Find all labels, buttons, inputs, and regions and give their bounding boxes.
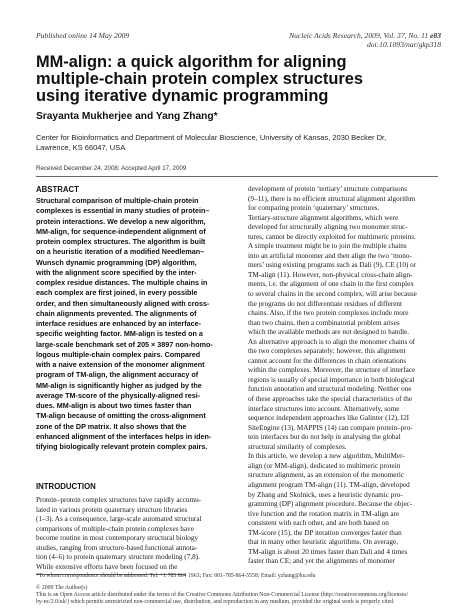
abstract-line: order, and then simultaneously aligned with cross-	[36, 298, 210, 308]
introduction-heading: INTRODUCTION	[36, 482, 96, 491]
body-line: of these approaches take the special characteristics of the	[248, 395, 413, 404]
body-line: sequence independent approaches like Galinter (12), I2I	[248, 414, 410, 423]
body-line: for comparing protein ‘quaternary’ structures.	[248, 204, 380, 213]
body-line: TM-align (11). However, non-physical cross-chain align-	[248, 270, 413, 279]
article-page: e83	[430, 31, 441, 40]
body-line: which the available methods are not designed to handle.	[248, 328, 410, 337]
abstract-line: Wunsch dynamic programming (DP) algorithm,	[36, 257, 197, 267]
abstract-line: MM-align is significantly higher as judged by the	[36, 380, 202, 390]
body-line: development of protein ‘tertiary’ structure comparisons	[248, 185, 407, 193]
intro-line: become routine in most contemporary structural biology	[36, 534, 199, 543]
body-line: chains. Also, if the two protein complexes include more	[248, 309, 409, 318]
title-line: multiple-chain protein complex structures	[36, 70, 363, 89]
body-line: align (or MM-align), dedicated to multimeric protein	[248, 461, 401, 470]
abstract-line: Structural comparison of multiple-chain protein	[36, 196, 199, 205]
title-line: using iterative dynamic programming	[36, 87, 329, 106]
abstract-line: complex residue distances. The multiple chains in	[36, 278, 208, 287]
abstract-line: protein interactions. We develop a new algorithm,	[36, 216, 206, 226]
body-line: into an artificial monomer and then align the two ‘mono-	[248, 251, 412, 260]
correspondence-text: *To whom correspondence should be addressed. Tel: +1 785 864 1963; Fax: 001-785-864-5558; Email: yzhang@ku.edu	[36, 573, 316, 579]
running-header-left: Published online 14 May 2009	[36, 31, 130, 40]
copyright-line: © 2009 The Author(s)	[36, 585, 88, 591]
journal-info: Nucleic Acids Research, 2009, Vol. 37, No. 11	[289, 31, 429, 40]
abstract-heading: ABSTRACT	[36, 185, 79, 194]
abstract-line: large-scale benchmark set of 205 × 3897 non-homo-	[36, 339, 213, 349]
abstract-line: interface residues are enhanced by an interface-	[36, 319, 201, 328]
body-line: that in many other heuristic algorithms. On average,	[248, 538, 398, 547]
body-line: interface structures into account. Alternatively, some	[248, 404, 400, 413]
body-line: (9–11), there is no efficient structural alignment algorithm	[248, 194, 416, 203]
intro-line: While extensive efforts have been focused on the	[36, 562, 178, 571]
running-header-right	[289, 31, 441, 49]
abstract-line: complexes is essential in many studies of protein–	[36, 206, 210, 216]
abstract-line: with the alignment score specified by the inter-	[36, 267, 197, 277]
abstract-line: program of TM-align, the alignment accuracy of	[36, 370, 199, 380]
body-line: cannot account for the differences in chain orientations	[248, 356, 407, 365]
title-line: MM-align: a quick algorithm for aligning	[36, 53, 347, 71]
body-line: structure alignment, as an extension of the monomeric	[248, 471, 405, 480]
body-line: developed for structurally aligning two monomer struc-	[248, 223, 408, 232]
abstract-line: MM-align, for sequence-independent alignment of	[36, 226, 206, 236]
copyright-line: by-nc/2.0/uk/) which permits unrestricted non-commercial use, distribution, and reproduction in any medium, provided the original work is properly cited.	[36, 599, 395, 606]
affiliation-line: Center for Bioinformatics and Department of Molecular Bioscience, University of Kansas, 2030 Becker Dr,	[36, 133, 387, 142]
intro-line: comparisons of multiple-chain protein complexes have	[36, 524, 194, 533]
introduction-body	[36, 496, 236, 572]
intro-line: tion (4–6) to protein quaternary structure modeling (7,8).	[36, 553, 200, 562]
abstract-line: enhanced alignment of the interfaces helps in iden-	[36, 431, 212, 441]
body-line: faster than CE; and yet the alignments of monomer	[248, 557, 395, 566]
abstract-body	[36, 196, 234, 452]
copyright-line: This is an Open Access article distributed under the terms of the Creative Commons Attribution Non-Commercial License (http://creativecommons.org/licenses/	[36, 592, 409, 599]
body-line: ments, i.e. the alignment of one chain in the first complex	[248, 280, 414, 289]
abstract-line: with a naive extension of the monomer alignment	[36, 360, 205, 369]
intro-line: lated in various protein quaternary structure libraries	[36, 505, 188, 514]
doi: doi:10.1093/nar/gkp318	[366, 40, 441, 49]
article-title	[36, 54, 446, 106]
abstract-line: each complex are first joined, in every possible	[36, 288, 198, 298]
body-line: function annotation and structural modeling. Neither one	[248, 385, 412, 394]
copyright-notice	[36, 585, 446, 607]
body-line: tures, cannot be directly exploited for multimeric proteins.	[248, 232, 416, 241]
correspondence-footnote	[36, 573, 446, 580]
affiliation-line: Lawrence, KS 66047, USA	[36, 142, 126, 152]
abstract-line: dues. MM-align is about two times faster than	[36, 401, 192, 410]
body-line: Tertiary-structure alignment algorithms, which were	[248, 213, 399, 222]
body-line: gramming (DP) alignment procedure. Because the objec-	[248, 500, 413, 509]
affiliation	[36, 133, 456, 152]
journal-citation	[289, 31, 441, 40]
body-line: regions is usually of special importance in both biological	[248, 375, 415, 384]
body-line: An alternative approach is to align the monomer chains of	[248, 337, 416, 346]
abstract-line: on a heuristic iteration of a modified Needleman–	[36, 247, 205, 257]
body-line: tein interfaces but do not help in analysing the global	[248, 433, 401, 442]
body-line: by Zhang and Skolnick, uses a heuristic dynamic pro-	[248, 490, 403, 499]
body-line: mers’ using existing programs such as Dali (9), CE (10) or	[248, 261, 417, 270]
body-line: TM-align is about 20 times faster than Dali and 4 times	[248, 547, 408, 556]
body-line: the programs do not differentiate residues of different	[248, 299, 403, 308]
intro-line: studies, ranging from structure-based functional annota-	[36, 543, 198, 552]
body-line: In this article, we develop a new algorithm, MultiMer-	[248, 452, 405, 461]
abstract-line: zone of the DP matrix. It also shows that the	[36, 421, 187, 431]
body-line: structural similarity of complexes.	[248, 442, 347, 451]
divider	[36, 176, 438, 177]
intro-line: (1–3). As a consequence, large-scale automated structural	[36, 515, 202, 524]
body-line: SiteEngine (13), MAPPIS (14) can compare protein–pro-	[248, 423, 413, 432]
abstract-line: protein complex structures. The algorithm is built	[36, 237, 206, 246]
body-line: A simple treatment might be to join the multiple chains	[248, 242, 407, 251]
body-line: consistent with each other, and are both based on	[248, 519, 389, 528]
abstract-line: TM-align because of omitting the cross-alignment	[36, 411, 206, 421]
right-column-body	[248, 185, 442, 567]
intro-line: Protein–protein complex structures have rapidly accumu-	[36, 496, 202, 504]
abstract-line: logous multiple-chain complex pairs. Compared	[36, 349, 201, 359]
body-line: within the complexes. Moreover, the structure of interface	[248, 366, 416, 375]
body-line: alignment program TM-align (11). TM-align, developed	[248, 480, 410, 489]
body-line: tive function and the rotation matrix in TM-align are	[248, 509, 400, 518]
body-line: TM-score (15), the DP iteration converges faster than	[248, 528, 402, 537]
body-line: the two complexes separately; however, this alignment	[248, 347, 406, 356]
authors: Srayanta Mukherjee and Yang Zhang*	[36, 111, 218, 122]
body-line: than two chains, then a combinatorial problem arises	[248, 318, 400, 327]
abstract-line: tifying biologically relevant protein complex pairs.	[36, 442, 208, 451]
abstract-line: average TM-score of the physically-aligned resi-	[36, 390, 201, 400]
abstract-line: chain alignments prevented. The alignments of	[36, 308, 197, 318]
abstract-line: specific weighting factor. MM-align is tested on a	[36, 329, 203, 339]
received-accepted-dates: Received December 24, 2008; Accepted April 17, 2009	[36, 165, 187, 172]
body-line: to several chains in the second complex, will arise because	[248, 290, 417, 299]
